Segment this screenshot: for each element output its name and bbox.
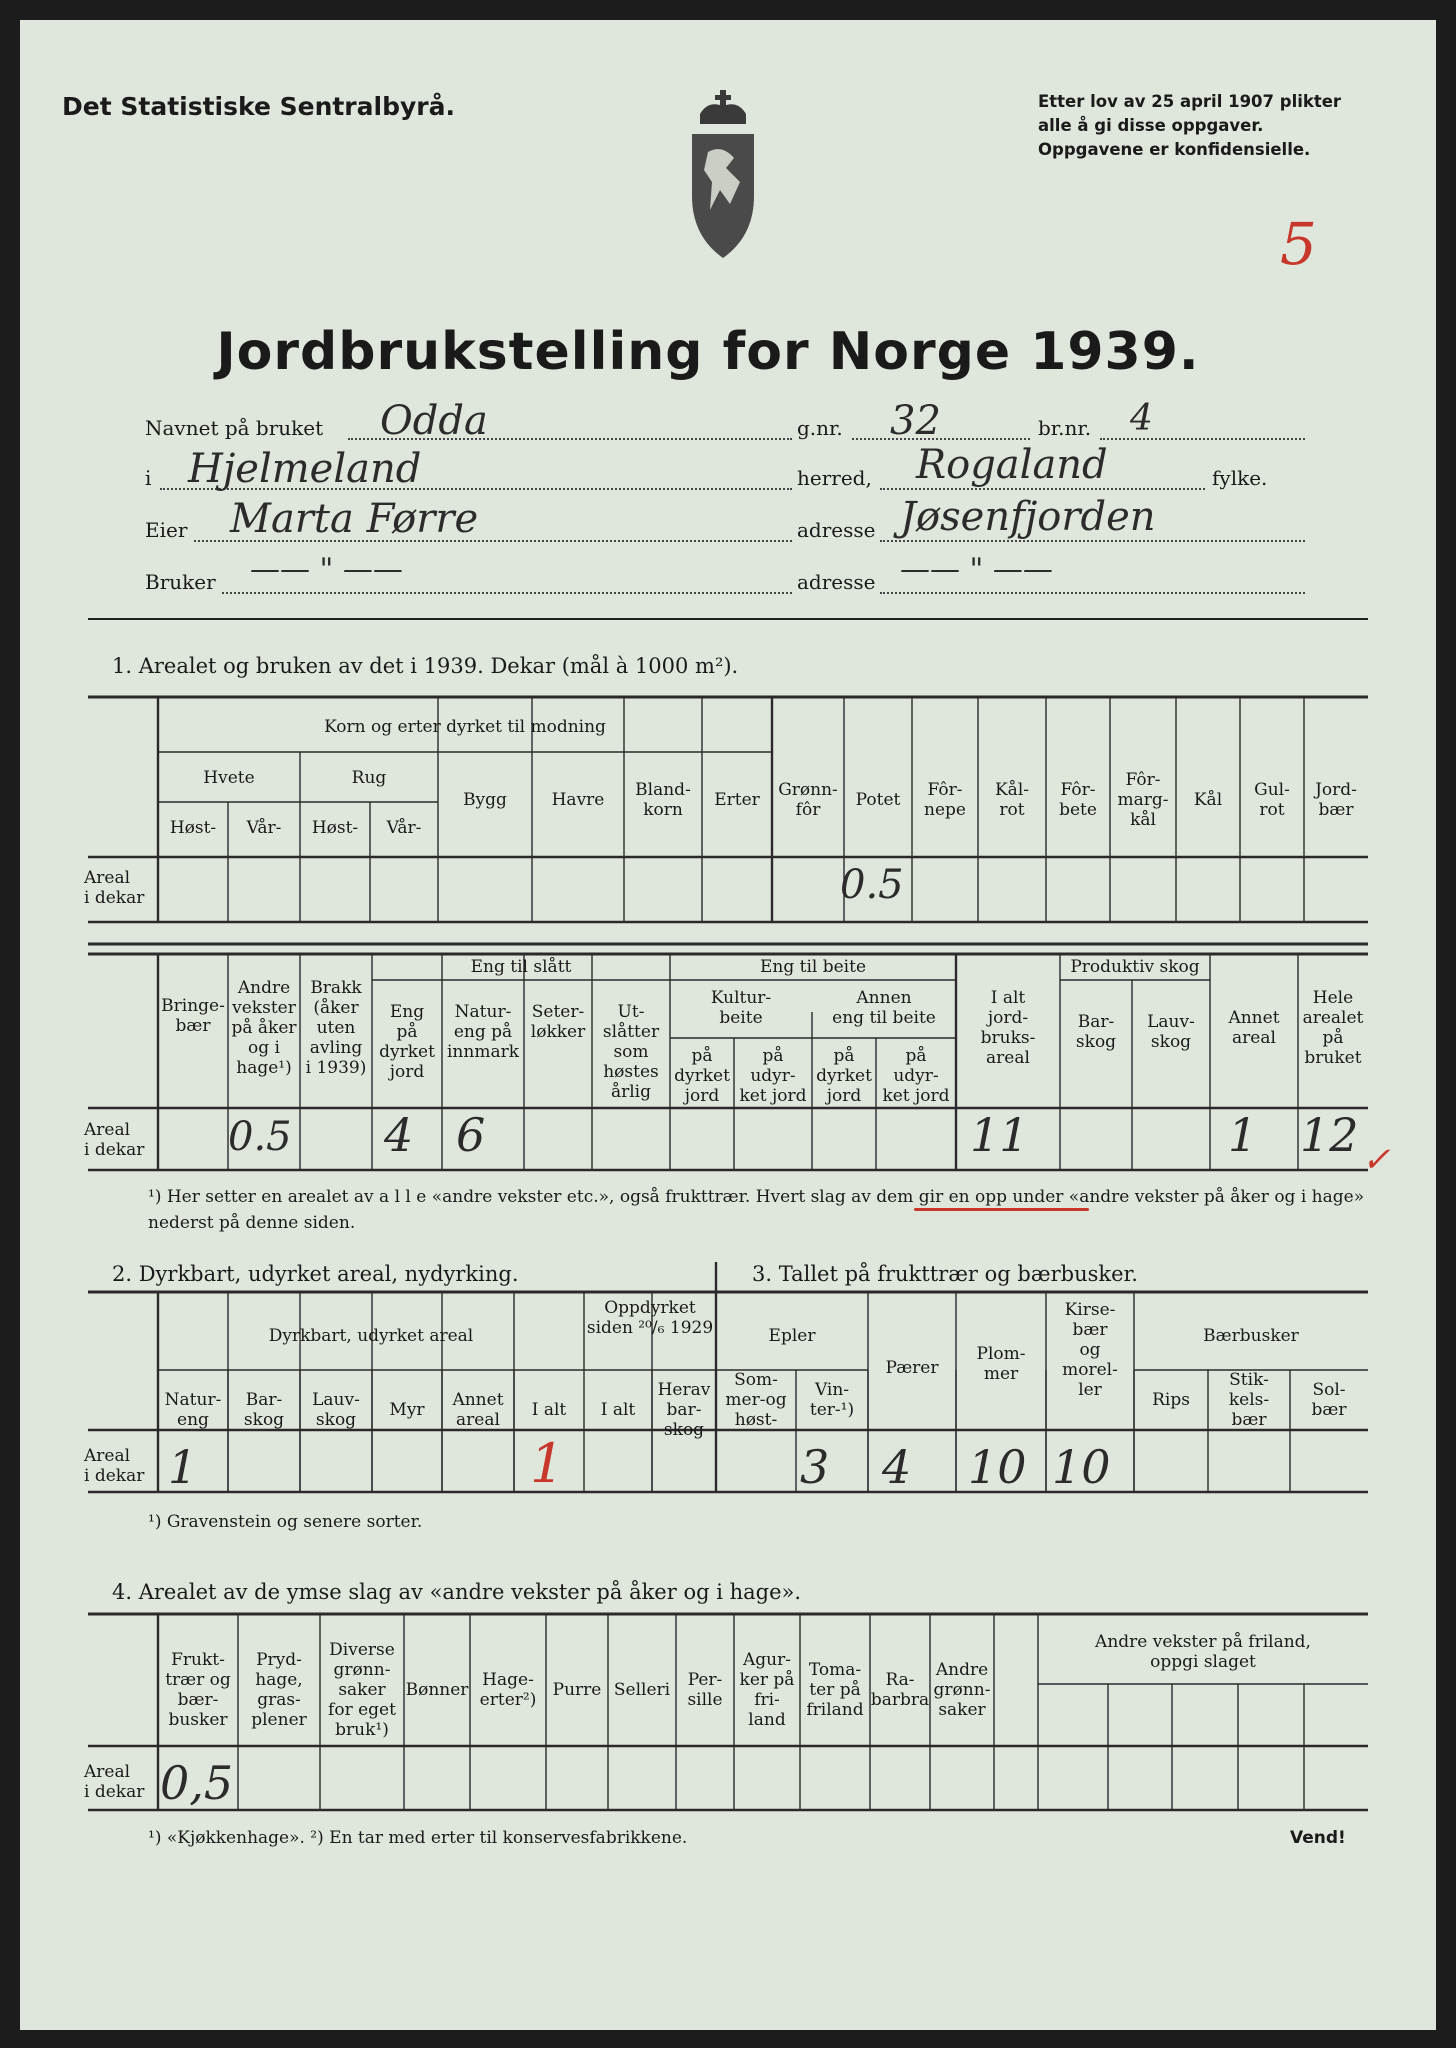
andre-vekster-header: Andre vekster på åker og i hage¹) bbox=[231, 978, 297, 1078]
eng-slatt-col: Natur- eng på innmark bbox=[446, 1002, 520, 1062]
t1-col-header: Grønn- fôr bbox=[778, 780, 838, 820]
eng-dyrket-value: 4 bbox=[384, 1108, 414, 1162]
s4-col-header: Purre bbox=[552, 1680, 602, 1700]
section-4-footnote: ¹) «Kjøkkenhage». ²) En tar med erter til konservesfabrikkene. bbox=[148, 1828, 688, 1848]
s2-col-header: I alt bbox=[600, 1400, 636, 1420]
t1-col-header: Kål- rot bbox=[994, 780, 1030, 820]
t1-col-header: Fôr- marg- kål bbox=[1117, 770, 1169, 830]
section-2-footnote: ¹) Gravenstein og senere sorter. bbox=[148, 1512, 423, 1532]
section-4-heading: 4. Arealet av de ymse slag av «andre vekster på åker og i hage». bbox=[112, 1580, 802, 1604]
s2-col-header: Annet areal bbox=[452, 1390, 504, 1430]
s4-col-header: Andre grønn- saker bbox=[933, 1660, 991, 1720]
kirsebaer-header: Kirse- bær og morel- ler bbox=[1062, 1300, 1118, 1400]
t1-col-header: Erter bbox=[714, 790, 760, 810]
brakk-header: Brakk (åker uten avling i 1939) bbox=[305, 978, 367, 1078]
s4-col-header: Toma- ter på friland bbox=[806, 1660, 864, 1720]
rips-header: Rips bbox=[1152, 1390, 1190, 1410]
s2-col-header: Bar- skog bbox=[243, 1390, 285, 1430]
natureng-value: 6 bbox=[456, 1108, 486, 1162]
solbaer-header: Sol- bær bbox=[1311, 1380, 1347, 1420]
t4-row-label: Areal i dekar bbox=[84, 1762, 145, 1802]
i-alt-jordbruk-header: I alt jord- bruks- areal bbox=[980, 988, 1036, 1068]
frukttraer-value: 0,5 bbox=[160, 1756, 234, 1810]
hvete-var-header: Vår- bbox=[246, 818, 282, 838]
check-mark: ✓ bbox=[1362, 1140, 1391, 1180]
stikkelsbaer-header: Stik- kels- bær bbox=[1228, 1370, 1270, 1430]
page-mark: 5 bbox=[1280, 210, 1317, 278]
t1-col-header: Fôr- nepe bbox=[924, 780, 966, 820]
oppdyrket-header: Oppdyrket siden ²⁰/₆ 1929 bbox=[586, 1298, 714, 1338]
s2-col-header: Herav bar- skog bbox=[657, 1380, 711, 1440]
brnr-value: 4 bbox=[1130, 398, 1153, 439]
farm-name-label: Navnet på bruket bbox=[145, 416, 324, 440]
vend-label: Vend! bbox=[1290, 1828, 1346, 1848]
herred-label: herred, bbox=[797, 466, 872, 490]
s2-col-header: I alt bbox=[531, 1400, 567, 1420]
rug-host-header: Høst- bbox=[311, 818, 359, 838]
hvete-host-header: Høst- bbox=[169, 818, 217, 838]
s4-col-header: Hage- erter²) bbox=[479, 1670, 537, 1710]
epler-vinter-value: 3 bbox=[800, 1440, 830, 1494]
eng-beite-header: Eng til beite bbox=[759, 957, 867, 977]
gnr-value: 32 bbox=[890, 398, 941, 444]
t1-col-header: Gul- rot bbox=[1254, 780, 1290, 820]
rug-header: Rug bbox=[351, 768, 387, 788]
t2-row-label: Areal i dekar bbox=[84, 1120, 145, 1160]
t3-row-label: Areal i dekar bbox=[84, 1446, 145, 1486]
plommer-value: 10 bbox=[968, 1440, 1027, 1494]
t1-col-header: Kål bbox=[1193, 790, 1223, 810]
eier-label: Eier bbox=[145, 518, 188, 542]
barskog-header: Bar- skog bbox=[1075, 1012, 1117, 1052]
s4-col-header: Frukt- trær og bær- busker bbox=[165, 1650, 231, 1730]
rug-var-header: Vår- bbox=[386, 818, 422, 838]
agency-name: Det Statistiske Sentralbyrå. bbox=[62, 92, 455, 121]
s4-col-header: Agur- ker på fri- land bbox=[739, 1650, 795, 1730]
section-1-heading: 1. Arealet og bruken av det i 1939. Dekar (mål à 1000 m²). bbox=[112, 654, 739, 678]
legal-line-2: alle å gi disse oppgaver. bbox=[1038, 116, 1264, 135]
farm-name-value: Odda bbox=[380, 398, 488, 444]
t1-col-header: Potet bbox=[855, 790, 901, 810]
s2-col-header: Natur- eng bbox=[164, 1390, 222, 1430]
legal-line-3: Oppgavene er konfidensielle. bbox=[1038, 140, 1311, 159]
s4-col-header: Diverse grønn- saker for eget bruk¹) bbox=[328, 1640, 396, 1740]
plommer-header: Plom- mer bbox=[976, 1344, 1026, 1384]
herred-value: Hjelmeland bbox=[188, 446, 422, 492]
t1-row-label: Areal i dekar bbox=[84, 868, 145, 908]
kultur-udyrket: på udyr- ket jord bbox=[739, 1046, 807, 1106]
gnr-label: g.nr. bbox=[797, 416, 843, 440]
paerer-header: Pærer bbox=[885, 1358, 939, 1378]
andre-friland-header: Andre vekster på friland, oppgi slaget bbox=[1095, 1632, 1311, 1672]
annen-dyrket: på dyrket jord bbox=[816, 1046, 872, 1106]
produktiv-skog-header: Produktiv skog bbox=[1070, 957, 1200, 977]
section-2-heading: 2. Dyrkbart, udyrket areal, nydyrking. bbox=[112, 1262, 519, 1286]
s4-col-header: Bønner bbox=[405, 1680, 469, 1700]
dyrkbart-i-alt-value: 1 bbox=[530, 1432, 565, 1495]
eng-slatt-col: Eng på dyrket jord bbox=[379, 1002, 435, 1082]
t1-col-header: Fôr- bete bbox=[1059, 780, 1097, 820]
i-alt-jordbruk-value: 11 bbox=[970, 1108, 1029, 1162]
hvete-header: Hvete bbox=[203, 768, 255, 788]
annet-areal-value: 1 bbox=[1228, 1108, 1258, 1162]
i-label: i bbox=[145, 466, 152, 490]
eier-value: Marta Førre bbox=[230, 496, 479, 542]
kultur-dyrket: på dyrket jord bbox=[674, 1046, 730, 1106]
dyrkbart-group-header: Dyrkbart, udyrket areal bbox=[268, 1326, 474, 1346]
s4-col-header: Ra- barbra bbox=[870, 1670, 930, 1710]
bruker-adresse-value: —— " —— bbox=[900, 552, 1053, 587]
brnr-label: br.nr. bbox=[1038, 416, 1092, 440]
bruker-value: —— " —— bbox=[250, 552, 403, 587]
korn-group-header: Korn og erter dyrket til modning bbox=[324, 717, 606, 737]
t1-col-header: Havre bbox=[551, 790, 605, 810]
bringebaer-header: Bringe- bær bbox=[161, 996, 225, 1036]
eier-adresse-value: Jøsenfjorden bbox=[900, 494, 1156, 540]
epler-header: Epler bbox=[768, 1326, 816, 1346]
eng-slatt-col: Seter- løkker bbox=[530, 1002, 586, 1042]
section-1-footnote: ¹) Her setter en arealet av a l l e «andre vekster etc.», også frukttrær. Hvert slag av dem gir en opp under «andre vekster på åker og i hage» nederst på denne siden. bbox=[148, 1187, 1365, 1233]
fylke-value: Rogaland bbox=[916, 442, 1108, 488]
t1-col-header: Bygg bbox=[463, 790, 507, 810]
t1-col-header: Bland- korn bbox=[635, 780, 691, 820]
page-title: Jordbrukstelling for Norge 1939. bbox=[216, 322, 1200, 382]
lauvskog-header: Lauv- skog bbox=[1147, 1012, 1195, 1052]
epler-vinter-header: Vin- ter-¹) bbox=[809, 1380, 855, 1420]
epler-sommer-header: Som- mer-og høst- bbox=[725, 1370, 787, 1430]
annen-eng-header: Annen eng til beite bbox=[832, 988, 936, 1028]
eng-slatt-header: Eng til slått bbox=[470, 957, 572, 977]
legal-line-1: Etter lov av 25 april 1907 plikter bbox=[1038, 92, 1342, 111]
t1-col-header: Jord- bær bbox=[1315, 780, 1357, 820]
annet-areal-header: Annet areal bbox=[1228, 1008, 1280, 1048]
s4-col-header: Pryd- hage, gras- plener bbox=[251, 1650, 307, 1730]
s2-col-header: Lauv- skog bbox=[312, 1390, 360, 1430]
hele-arealet-value: 12 bbox=[1300, 1108, 1359, 1162]
fylke-label: fylke. bbox=[1212, 466, 1268, 490]
bruker-label: Bruker bbox=[145, 570, 216, 594]
s4-col-header: Selleri bbox=[613, 1680, 671, 1700]
s4-col-header: Per- sille bbox=[687, 1670, 723, 1710]
paerer-value: 4 bbox=[882, 1440, 912, 1494]
bruker-adresse-label: adresse bbox=[797, 570, 876, 594]
andre-vekster-value: 0.5 bbox=[228, 1114, 292, 1160]
kirsebaer-value: 10 bbox=[1052, 1440, 1111, 1494]
hele-arealet-header: Hele arealet på bruket bbox=[1302, 988, 1364, 1068]
baerbusker-header: Bærbusker bbox=[1203, 1326, 1299, 1346]
dyrkbart-natureng-value: 1 bbox=[168, 1440, 198, 1494]
annen-udyrket: på udyr- ket jord bbox=[882, 1046, 950, 1106]
s2-col-header: Myr bbox=[389, 1400, 425, 1420]
kulturbeite-header: Kultur- beite bbox=[710, 988, 772, 1028]
red-underline bbox=[914, 1208, 1089, 1211]
eier-adresse-label: adresse bbox=[797, 518, 876, 542]
section-3-heading: 3. Tallet på frukttrær og bærbusker. bbox=[752, 1262, 1138, 1286]
potet-value: 0.5 bbox=[840, 862, 904, 908]
eng-slatt-col: Ut- slåtter som høstes årlig bbox=[602, 1002, 660, 1102]
